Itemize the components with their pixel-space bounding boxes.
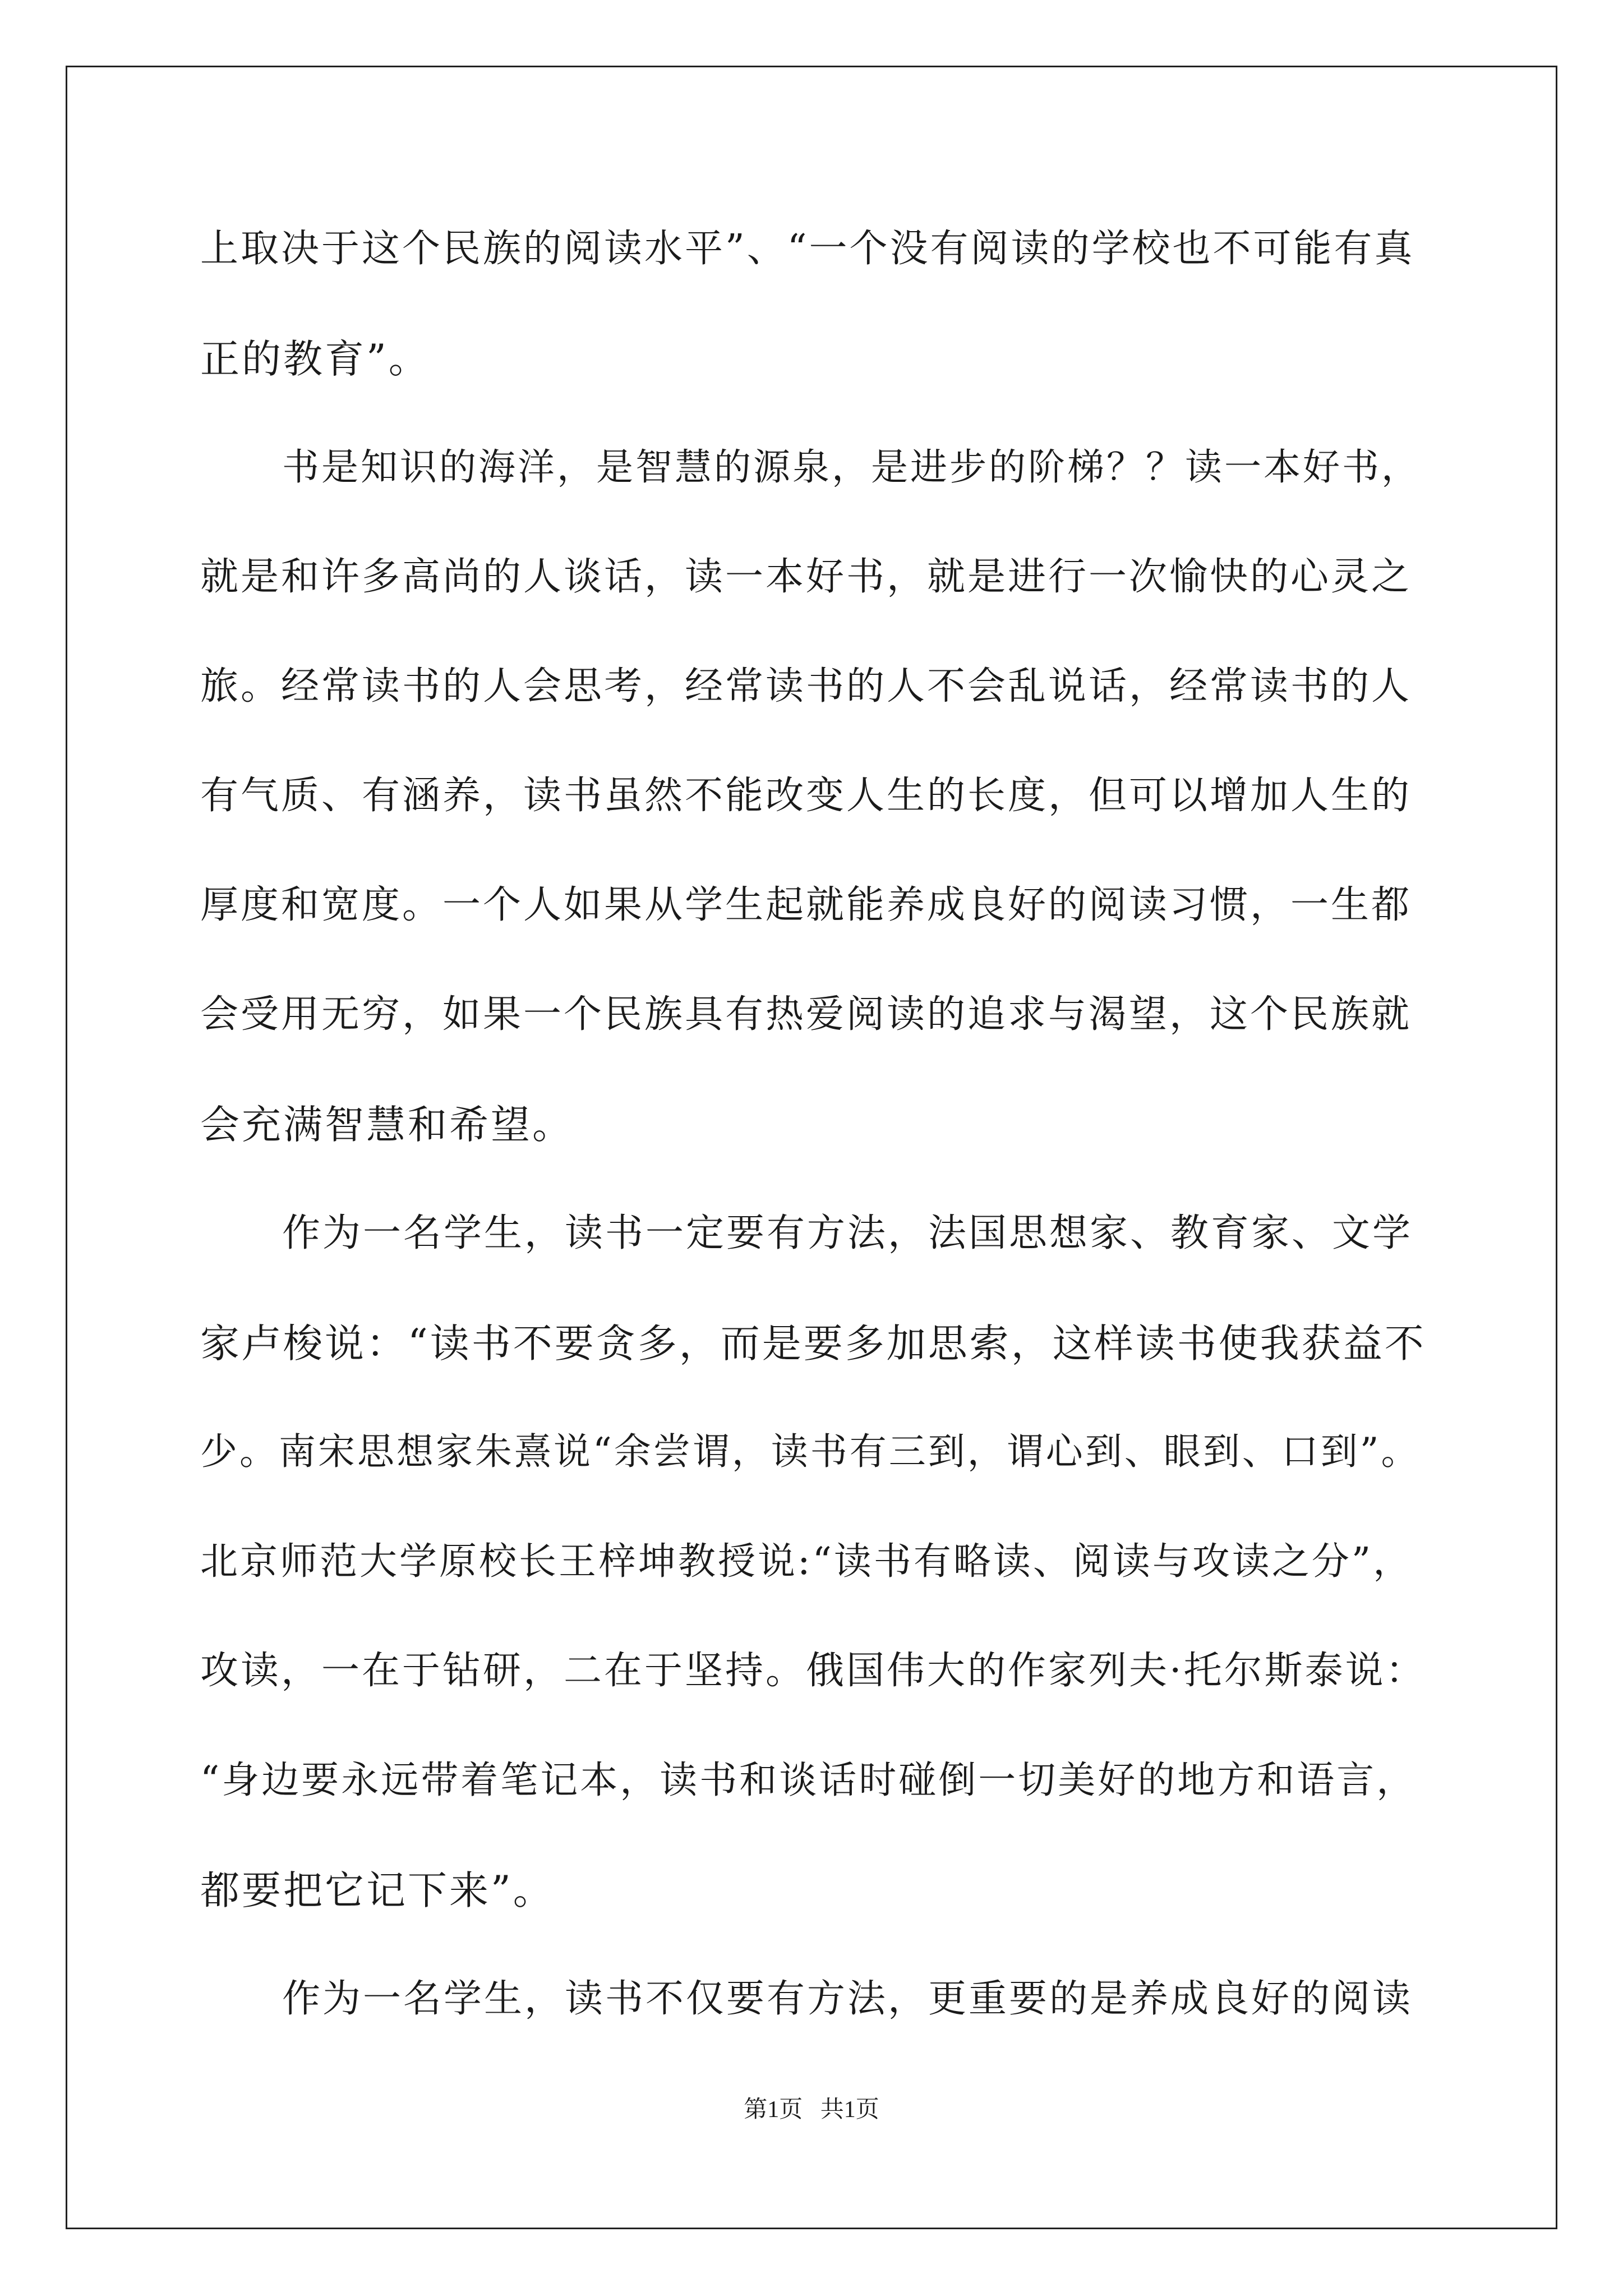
- body-line-1: 上取决于这个民族的阅读水平”、“一个没有阅读的学校也不可能有真: [200, 227, 1415, 271]
- body-line-11: 家卢梭说：“读书不要贪多，而是要多加思索，这样读书使我获益不: [200, 1320, 1426, 1366]
- body-line-12: 少。南宋思想家朱熹说“余尝谓，读书有三到，谓心到、眼到、口到”。: [200, 1430, 1421, 1473]
- page-number-footer: 第1页 共1页: [744, 2097, 879, 2123]
- body-line-6: 有气质、有涵养，读书虽然不能改变人生的长度，但可以增加人生的: [200, 774, 1412, 818]
- body-line-4: 就是和许多高尚的人谈话，读一本好书，就是进行一次愉快的心灵之: [200, 555, 1412, 599]
- body-line-15: “身边要永远带着笔记本，读书和谈话时碰倒一切美好的地方和语言，: [200, 1758, 1417, 1802]
- body-line-13: 北京师范大学原校长王梓坤教授说:“读书有略读、阅读与攻读之分”，: [200, 1539, 1413, 1583]
- body-line-2: 正的教育”。: [200, 336, 430, 382]
- body-line-16: 都要把它记下来”。: [200, 1867, 555, 1913]
- body-line-8: 会受用无穷，如果一个民族具有热爱阅读的追求与渴望，这个民族就: [200, 992, 1412, 1037]
- body-line-5: 旅。经常读书的人会思考，经常读书的人不会乱说话，经常读书的人: [200, 664, 1412, 708]
- body-line-10: 作为一名学生，读书一定要有方法，法国思想家、教育家、文学: [282, 1211, 1413, 1255]
- body-line-9: 会充满智慧和希望。: [200, 1102, 574, 1148]
- body-line-14: 攻读，一在于钻研，二在于坚持。俄国伟大的作家列夫·托尔斯泰说：: [200, 1649, 1426, 1693]
- body-line-3: 书是知识的海洋，是智慧的源泉，是进步的阶梯？？读一本好书，: [282, 445, 1421, 489]
- body-line-7: 厚度和宽度。一个人如果从学生起就能养成良好的阅读习惯，一生都: [200, 883, 1412, 927]
- body-line-17: 作为一名学生，读书不仅要有方法，更重要的是养成良好的阅读: [282, 1977, 1413, 2021]
